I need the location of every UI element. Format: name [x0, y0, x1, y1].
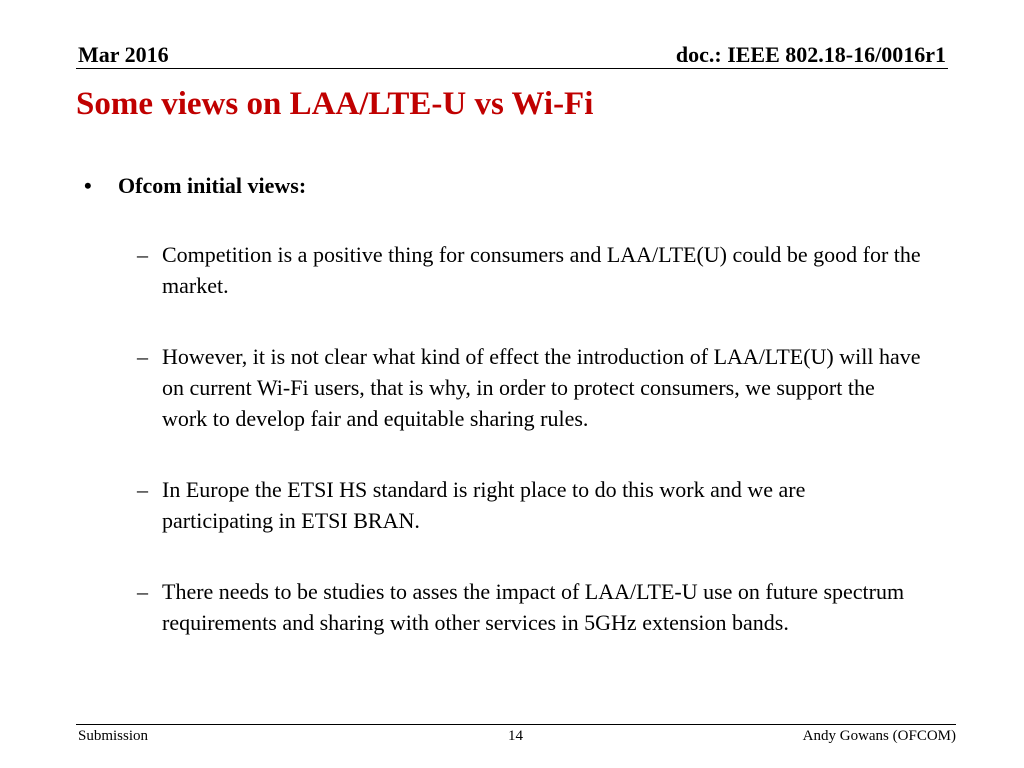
sub-item-text: In Europe the ETSI HS standard is right place to do this work and we are participating in ETSI BRAN.	[162, 477, 806, 533]
dash-marker: –	[137, 242, 148, 267]
bullet-marker: •	[84, 173, 92, 198]
bullet-item	[78, 170, 938, 201]
header-date: Mar 2016	[78, 42, 169, 67]
page-number: 14	[508, 728, 523, 744]
sub-item	[78, 474, 938, 536]
dash-marker: –	[137, 579, 148, 604]
bullet-text: Ofcom initial views:	[118, 173, 307, 198]
sub-item	[78, 239, 938, 301]
sub-item-text: There needs to be studies to asses the impact of LAA/LTE-U use on future spectrum requirements and sharing with other services in 5GHz extension bands.	[162, 579, 905, 635]
header-divider	[76, 68, 948, 69]
dash-marker: –	[137, 477, 148, 502]
slide-title: Some views on LAA/LTE-U vs Wi-Fi	[76, 86, 594, 122]
dash-marker: –	[137, 344, 148, 369]
sub-item-text: Competition is a positive thing for consumers and LAA/LTE(U) could be good for the market.	[162, 242, 921, 298]
sub-item	[78, 341, 938, 434]
footer-submission: Submission	[78, 728, 149, 744]
header-doc-id: doc.: IEEE 802.18-16/0016r1	[675, 42, 946, 67]
sub-item-text: However, it is not clear what kind of effect the introduction of LAA/LTE(U) will have on current Wi-Fi users, that is why, in order to protect consumers, we support the work to develop fair and equitable sharing rules.	[162, 344, 921, 431]
slide-content	[78, 170, 938, 638]
sub-item	[78, 576, 938, 638]
footer-divider	[76, 724, 956, 725]
sub-list	[78, 239, 938, 638]
footer-author: Andy Gowans (OFCOM)	[802, 728, 956, 744]
